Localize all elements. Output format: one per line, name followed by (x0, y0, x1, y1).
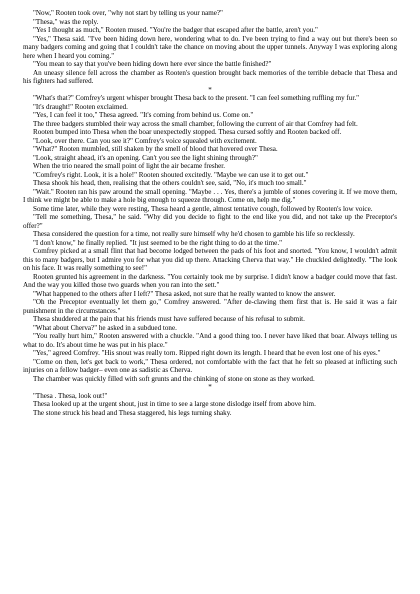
paragraph: "Yes, I can feel it too," Thesa agreed. "It's coming from behind us. Come on." (33, 111, 254, 119)
paragraph: "You mean to say that you've been hiding down here ever since the battle finished?" (33, 60, 272, 68)
paragraph: Thesa shuddered at the pain that his friends must have suffered because of his refusal to submit. (33, 315, 305, 323)
paragraph: Some time later, while they were resting, Thesa heard a gentle, almost tentative cough, followed by Rooten's low voice. (33, 204, 373, 213)
paragraph: "Wait." Rooten ran his paw around the small opening. "Maybe . . . Yes, there's a jumble of stones covering it. If we move them, I think we might be able to make a hole big enough to squeeze through. Come on, help me dig." (23, 187, 397, 204)
paragraph: "Now," Rooten took over, "why not start by telling us your name?" (33, 9, 223, 17)
paragraph: "It's draught!" Rooten exclaimed. (33, 102, 128, 111)
paragraph: "You really hurt him," Rooten answered with a chuckle. "And a good thing too. I never have liked that boar. Always telling us what to do. It's about time he was put in his place." (23, 332, 397, 349)
paragraph: When the trio neared the small point of light the air became fresher. (33, 162, 226, 170)
paragraph: Comfrey picked at a small flint that had become lodged between the pads of his foot and snorted. "You know, I wouldn't admit this to many badgers, but I admire you for what you did up there. Attacking Cherva that way." He chuckled delightedly. "The look on his face. It was really something to see!" (23, 247, 397, 272)
section-separator: * (208, 85, 212, 94)
paragraph: "Come on then, let's get back to work," Thesa ordered, not comfortable with the fact that he felt so pleased at inflicting such injuries on a fellow badger– even one as sadistic as Cherva. (23, 357, 397, 374)
paragraph: The three badgers stumbled their way across the small chamber, following the current of air that Comfrey had felt. (33, 119, 358, 128)
paragraph: "Look, straight ahead, it's an opening. Can't you see the light shining through?" (33, 153, 258, 162)
paragraph: Rooten bumped into Thesa when the boar unexpectedly stopped. Thesa cursed softly and Rooten backed off. (33, 128, 342, 136)
paragraph: "What?" Rooten mumbled, still shaken by the smell of blood that hovered over Thesa. (33, 145, 278, 153)
paragraph: "I don't know," he finally replied. "It just seemed to be the right thing to do at the time." (33, 238, 283, 247)
paragraph: An uneasy silence fell across the chamber as Rooten's question brought back memories of the terrible debacle that Thesa and his fighters had suffered. (23, 68, 397, 85)
paragraph: "Yes I thought as much," Rooten mused. "You're the badger that escaped after the battle, aren't you." (33, 26, 318, 34)
paragraph: "What happened to the others after I left?" Thesa asked, not sure that he really wanted to know the answer. (33, 289, 336, 298)
paragraph: The stone struck his head and Thesa staggered, his legs turning shaky. (33, 408, 232, 417)
paragraph: "Tell me something, Thesa," he said. "Why did you decide to fight to the end like you did, and not take up the Preceptor's offer?" (23, 213, 397, 230)
paragraph: "Oh the Preceptor eventually let them go," Comfrey answered. "After de-clawing them first that is. He said it was a fair punishment in the circumstances." (23, 298, 397, 315)
paragraph: "Yes," Thesa said. "I've been hiding down here, wondering what to do. I've been trying to find a way out but there's been so many badgers coming and going that I couldn't take the chance on moving about the upper tunnels. Anyway I was exploring along here when I heard you coming." (23, 34, 397, 60)
paragraph: Thesa considered the question for a time, not really sure himself why he'd chosen to gamble his life so recklessly. (33, 230, 355, 238)
paragraph: "Yes," agreed Comfrey. "His snout was really torn. Ripped right down its length. I heard that he even lost one of his eyes." (33, 349, 381, 357)
paragraph: "Thesa . Thesa, look out!" (33, 391, 108, 400)
paragraph: Thesa looked up at the urgent shout, just in time to see a large stone dislodge itself from above him. (33, 400, 316, 408)
paragraph: "Comfrey's right. Look, it is a hole!" Rooten shouted excitedly. "Maybe we can use it to get out." (33, 170, 309, 179)
section-separator: * (208, 383, 212, 391)
paragraph: "Thesa," was the reply. (33, 17, 99, 26)
paragraph: "What's that?" Comfrey's urgent whisper brought Thesa back to the present. "I can feel something ruffling my fur." (33, 94, 359, 102)
paragraph: "Look, over there. Can you see it?" Comfrey's voice squealed with excitement. (33, 136, 257, 145)
paragraph: Rooten grunted his agreement in the darkness. "You certainly took me by surprise. I didn't know a badger could move that fast. And the way you killed those two guards when you ran into the sett." (23, 272, 397, 289)
paragraph: "What about Cherva?" he asked in a subdued tone. (33, 323, 177, 332)
paragraph: Thesa shook his head, then, realising that the others couldn't see, said, "No, it's much too small." (33, 179, 307, 187)
paragraph: The chamber was quickly filled with soft grunts and the chinking of stone on stone as they worked. (33, 374, 315, 383)
